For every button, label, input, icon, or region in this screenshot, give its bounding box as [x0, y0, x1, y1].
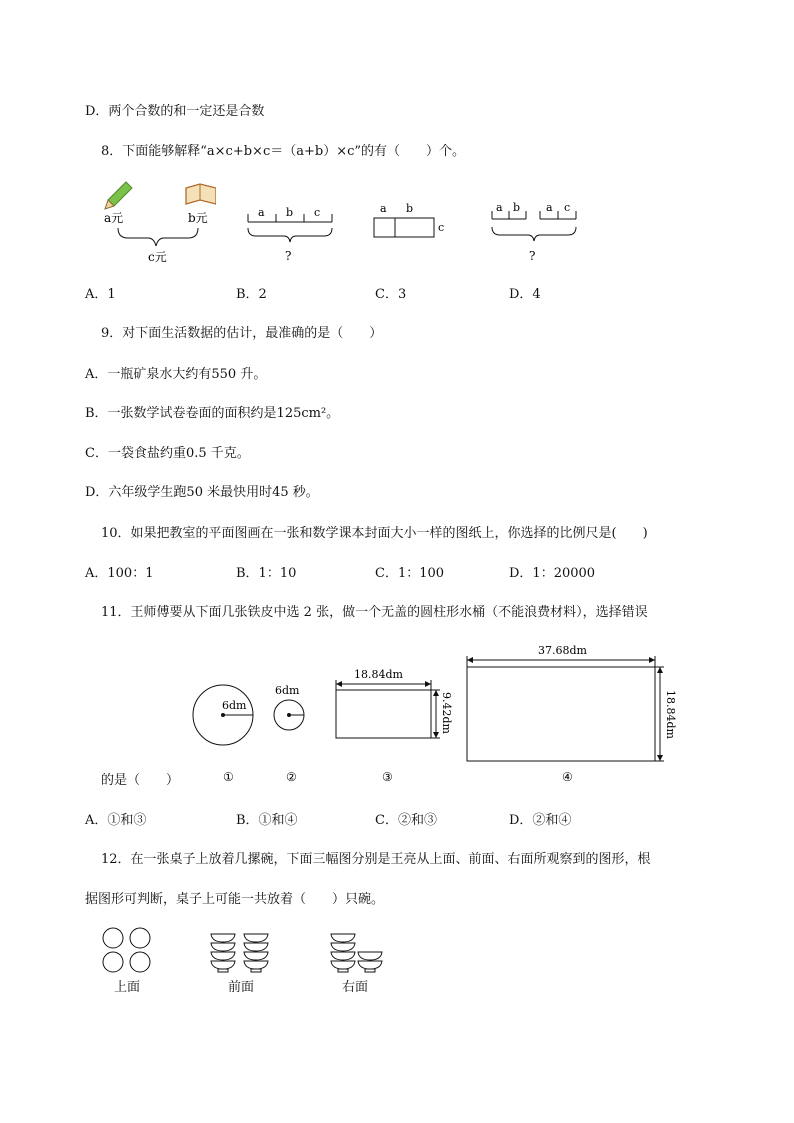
- q10-option-a[interactable]: A．100：1: [85, 566, 154, 581]
- mark-4: ④: [562, 770, 573, 784]
- rect-4: [467, 667, 655, 761]
- question-11: 11．王师傅要从下面几张铁皮中选 2 张，做一个无盖的圆柱形水桶（不能浪费材料），选择错误: [101, 605, 648, 620]
- rect-4-height-label: 18.84dm: [664, 690, 677, 739]
- q9-option-d[interactable]: D．六年级学生跑50 米最快用时45 秒。: [85, 485, 319, 500]
- q9-option-c[interactable]: C．一袋食盐约重0.5 千克。: [85, 446, 250, 461]
- label-a-yuan: a元: [104, 211, 124, 225]
- q8-figure-1: [96, 176, 216, 268]
- q10-option-d[interactable]: D．1：20000: [509, 566, 596, 581]
- seg-label-a2: a: [546, 201, 553, 214]
- q8-option-b[interactable]: B．2: [236, 287, 267, 302]
- q11-option-d[interactable]: D．②和④: [509, 813, 572, 828]
- rect-label-a: a: [380, 202, 387, 215]
- q10-option-b[interactable]: B．1：10: [236, 566, 297, 581]
- right-view-figure: [328, 930, 388, 976]
- view-label-top: 上面: [114, 980, 141, 995]
- question-11-continued: 的是（ ）: [101, 773, 180, 788]
- question-10: 10．如果把教室的平面图画在一张和数学课本封面大小一样的图纸上，你选择的比例尺是( ): [101, 526, 648, 541]
- rect-3-height-label: 9.42dm: [440, 692, 453, 734]
- question-mark: ?: [285, 249, 292, 263]
- q8-figure-3: [370, 200, 450, 240]
- big-circle-label: 6dm: [222, 699, 247, 712]
- small-circle-label: 6dm: [275, 684, 300, 697]
- view-label-right: 右面: [342, 980, 369, 995]
- mark-3: ③: [382, 770, 393, 784]
- q8-option-a[interactable]: A．1: [85, 287, 116, 302]
- seg-label-b: b: [286, 206, 294, 219]
- seg-label-c: c: [564, 201, 571, 214]
- mark-2: ②: [286, 770, 297, 784]
- top-view-figure: [100, 926, 156, 976]
- label-c-yuan: c元: [148, 250, 167, 264]
- rect-3-width-label: 18.84dm: [354, 668, 403, 681]
- q8-figure-4: [488, 197, 583, 267]
- q8-figure-2: [244, 200, 339, 268]
- q9-option-b[interactable]: B．一张数学试卷卷面的面积约是125cm²。: [85, 406, 340, 421]
- rect-3: [336, 690, 431, 738]
- front-view-figure: [208, 930, 274, 976]
- seg-label-a: a: [258, 206, 265, 219]
- q11-figure: [180, 640, 680, 790]
- q11-option-b[interactable]: B．①和④: [236, 813, 298, 828]
- question-9: 9．对下面生活数据的估计，最准确的是（ ）: [101, 326, 383, 341]
- label-b-yuan: b元: [188, 211, 208, 225]
- question-8: 8．下面能够解释“a×c+b×c＝（a+b）×c”的有（ ）个。: [101, 144, 466, 159]
- q11-option-c[interactable]: C．②和③: [375, 813, 437, 828]
- pencil-icon: [105, 182, 132, 209]
- q8-option-c[interactable]: C．3: [375, 287, 407, 302]
- prev-option-d: D．两个合数的和一定还是合数: [85, 104, 265, 119]
- question-12-continued: 据图形可判断，桌子上可能一共放着（ ）只碗。: [85, 892, 385, 907]
- mark-1: ①: [223, 770, 234, 784]
- q11-option-a[interactable]: A．①和③: [85, 813, 147, 828]
- rect-label-b: b: [406, 202, 414, 215]
- question-mark: ?: [529, 249, 536, 263]
- view-label-front: 前面: [228, 980, 255, 995]
- q8-option-d[interactable]: D．4: [509, 287, 541, 302]
- rect-label-c: c: [438, 221, 445, 234]
- q9-option-a[interactable]: A．一瓶矿泉水大约有550 升。: [85, 367, 267, 382]
- seg-label-b: b: [513, 201, 521, 214]
- seg-label-c: c: [314, 206, 321, 219]
- book-icon: [186, 184, 216, 204]
- rect-4-width-label: 37.68dm: [538, 644, 587, 657]
- seg-label-a1: a: [496, 201, 503, 214]
- question-12: 12．在一张桌子上放着几摞碗，下面三幅图分别是王亮从上面、前面、右面所观察到的图形，根: [101, 852, 651, 867]
- q10-option-c[interactable]: C．1：100: [375, 566, 445, 581]
